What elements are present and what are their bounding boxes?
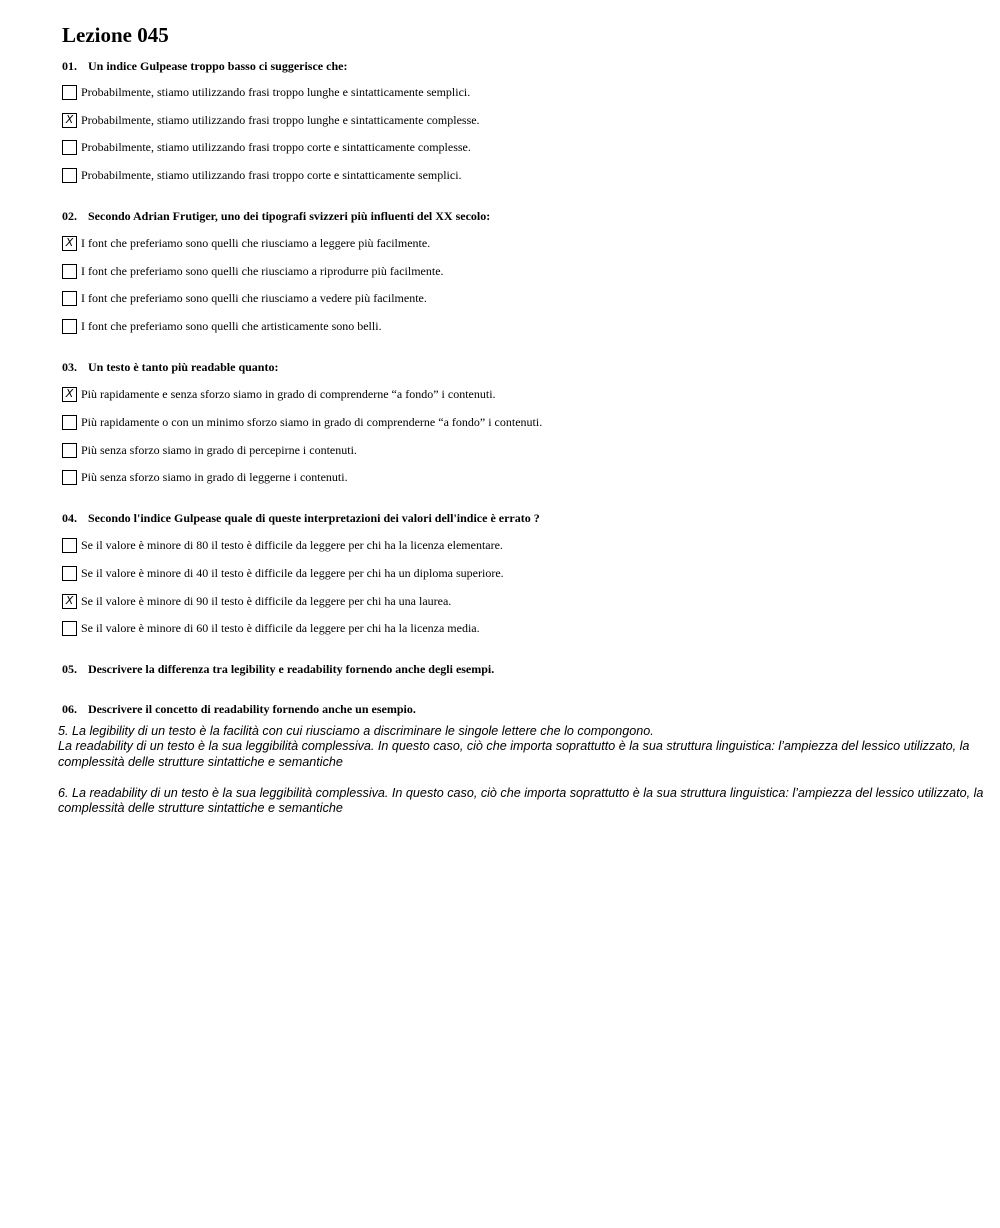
x-mark-icon: X xyxy=(65,386,74,400)
option-text: Più rapidamente e senza sforzo siamo in grado di comprenderne “a fondo” i contenuti. xyxy=(81,386,496,401)
option-text: Se il valore è minore di 80 il testo è difficile da leggere per chi ha la licenza elementare. xyxy=(81,537,503,552)
checkbox[interactable] xyxy=(62,387,77,402)
option-03-a[interactable] xyxy=(62,386,496,402)
question-01 xyxy=(62,59,347,74)
checkbox[interactable] xyxy=(62,168,77,183)
x-mark-icon: X xyxy=(65,593,74,607)
checkbox[interactable] xyxy=(62,415,77,430)
option-02-a[interactable] xyxy=(62,235,430,251)
page-title: Lezione 045 xyxy=(62,23,169,47)
option-text: I font che preferiamo sono quelli che artisticamente sono belli. xyxy=(81,318,382,333)
question-05 xyxy=(62,662,494,677)
option-text: I font che preferiamo sono quelli che riusciamo a leggere più facilmente. xyxy=(81,235,431,250)
question-number: 06. xyxy=(62,702,77,716)
answer-spacer xyxy=(58,770,988,785)
option-text: Se il valore è minore di 90 il testo è difficile da leggere per chi ha una laurea. xyxy=(81,593,452,608)
option-03-c[interactable] xyxy=(62,442,357,458)
option-02-d[interactable] xyxy=(62,318,382,334)
question-number: 04. xyxy=(62,511,77,525)
question-number: 01. xyxy=(62,59,77,73)
answers-block xyxy=(58,724,988,816)
question-06 xyxy=(62,702,416,717)
option-03-d[interactable] xyxy=(62,469,348,485)
option-text: I font che preferiamo sono quelli che riusciamo a vedere più facilmente. xyxy=(81,290,427,305)
question-text: Descrivere il concetto di readability fornendo anche un esempio. xyxy=(88,702,416,716)
option-04-b[interactable] xyxy=(62,565,504,581)
option-01-b[interactable] xyxy=(62,112,480,128)
question-04 xyxy=(62,511,540,526)
checkbox[interactable] xyxy=(62,566,77,581)
option-text: I font che preferiamo sono quelli che riusciamo a riprodurre più facilmente. xyxy=(81,263,444,278)
checkbox[interactable] xyxy=(62,443,77,458)
checkbox[interactable] xyxy=(62,140,77,155)
question-number: 05. xyxy=(62,662,77,676)
answer-06: 6. La readability di un testo è la sua leggibilità complessiva. In questo caso, ciò che importa soprattutto è la sua struttura linguistica: l’ampiezza del lessico utilizzato, la complessità delle strutture sintattiche e semantiche xyxy=(58,785,984,816)
question-text: Secondo l'indice Gulpease quale di queste interpretazioni dei valori dell'indice è errato ? xyxy=(88,511,540,525)
checkbox[interactable] xyxy=(62,319,77,334)
option-text: Più senza sforzo siamo in grado di leggerne i contenuti. xyxy=(81,469,348,484)
checkbox[interactable] xyxy=(62,236,77,251)
checkbox[interactable] xyxy=(62,85,77,100)
option-03-b[interactable] xyxy=(62,414,542,430)
option-04-c[interactable] xyxy=(62,593,451,609)
question-text: Un testo è tanto più readable quanto: xyxy=(88,360,279,374)
question-number: 03. xyxy=(62,360,77,374)
question-02 xyxy=(62,209,490,224)
checkbox[interactable] xyxy=(62,291,77,306)
option-01-a[interactable] xyxy=(62,84,470,100)
option-01-d[interactable] xyxy=(62,167,462,183)
option-text: Più rapidamente o con un minimo sforzo siamo in grado di comprenderne “a fondo” i contenuti. xyxy=(81,414,543,429)
x-mark-icon: X xyxy=(65,235,74,249)
checkbox[interactable] xyxy=(62,264,77,279)
option-text: Probabilmente, stiamo utilizzando frasi troppo corte e sintatticamente complesse. xyxy=(81,139,471,154)
option-text: Probabilmente, stiamo utilizzando frasi troppo lunghe e sintatticamente complesse. xyxy=(81,112,480,127)
option-text: Probabilmente, stiamo utilizzando frasi troppo lunghe e sintatticamente semplici. xyxy=(81,84,471,99)
option-01-c[interactable] xyxy=(62,139,471,155)
question-03 xyxy=(62,360,278,375)
answer-05-line-1: 5. La legibility di un testo è la facilità con cui riusciamo a discriminare le singole lettere che lo compongono. xyxy=(58,724,654,738)
option-02-c[interactable] xyxy=(62,290,427,306)
option-02-b[interactable] xyxy=(62,263,444,279)
option-text: Probabilmente, stiamo utilizzando frasi troppo corte e sintatticamente semplici. xyxy=(81,167,462,182)
question-text: Secondo Adrian Frutiger, uno dei tipografi svizzeri più influenti del XX secolo: xyxy=(88,209,491,223)
checkbox[interactable] xyxy=(62,113,77,128)
option-text: Se il valore è minore di 60 il testo è difficile da leggere per chi ha la licenza media. xyxy=(81,620,480,635)
checkbox[interactable] xyxy=(62,621,77,636)
checkbox[interactable] xyxy=(62,470,77,485)
question-text: Descrivere la differenza tra legibility e readability fornendo anche degli esempi. xyxy=(88,662,495,676)
option-04-d[interactable] xyxy=(62,620,480,636)
answer-05-line-2: La readability di un testo è la sua leggibilità complessiva. In questo caso, ciò che importa soprattutto è la sua struttura linguistica: l’ampiezza del lessico utilizzato, la complessità delle strutture sintattiche e semantiche xyxy=(58,739,970,769)
checkbox[interactable] xyxy=(62,538,77,553)
question-number: 02. xyxy=(62,209,77,223)
question-text: Un indice Gulpease troppo basso ci suggerisce che: xyxy=(88,59,348,73)
option-04-a[interactable] xyxy=(62,537,503,553)
option-text: Più senza sforzo siamo in grado di percepirne i contenuti. xyxy=(81,442,357,457)
x-mark-icon: X xyxy=(65,112,74,126)
checkbox[interactable] xyxy=(62,594,77,609)
option-text: Se il valore è minore di 40 il testo è difficile da leggere per chi ha un diploma superiore. xyxy=(81,565,504,580)
